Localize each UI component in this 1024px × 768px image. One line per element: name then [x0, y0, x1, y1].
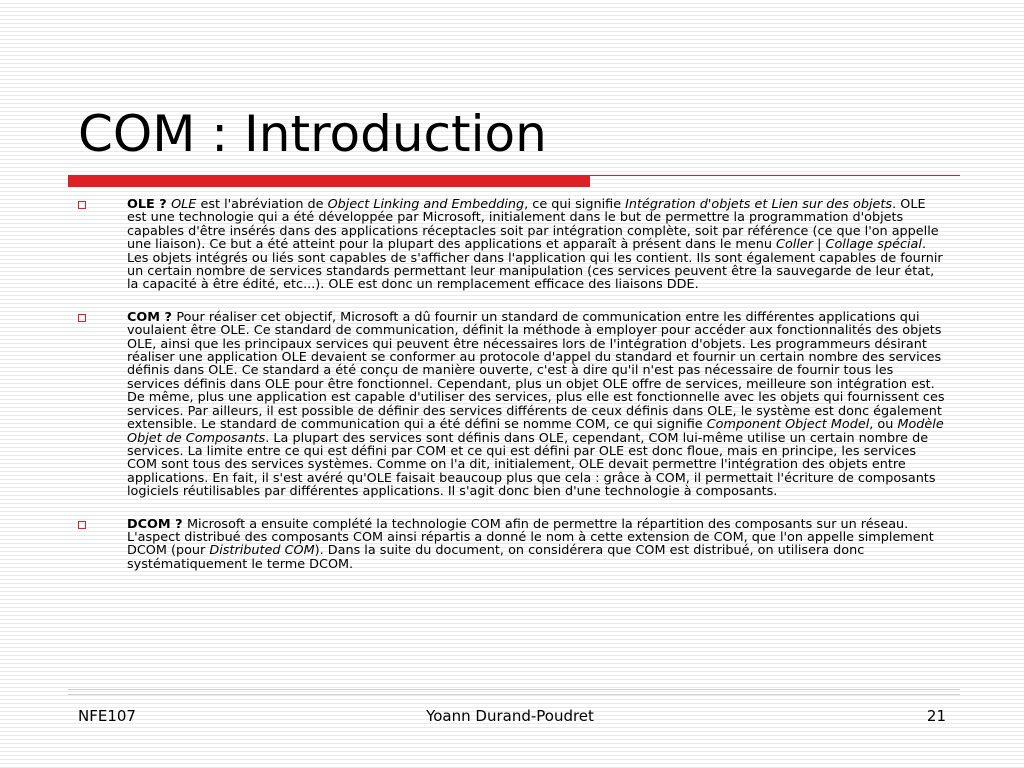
bullet-text: |: [813, 237, 826, 253]
title-underline-bar: [68, 175, 590, 187]
title-underline-line: [590, 175, 960, 176]
bullet-text: , ce qui signifie: [524, 197, 626, 212]
bullet-heading: OLE ?: [127, 197, 172, 212]
square-bullet-icon: [78, 314, 86, 322]
slide-body: [78, 198, 948, 590]
footer-course-code: NFE107: [78, 707, 136, 725]
bullet-text: Intégration d'objets et Lien sur des objets: [625, 197, 893, 212]
footer-page-number: 21: [926, 707, 946, 725]
bullet-text: est l'abréviation de: [196, 197, 328, 212]
bullet-text: Distributed COM: [209, 543, 315, 559]
footer-divider: [68, 689, 960, 690]
bullet-text: Microsoft a ensuite complété la technologie COM afin de permettre la répartition des composants sur un réseau. L'aspect distribué des composants COM ainsi répartis a donné le nom à cette extension de COM, que l'on appelle simplement DCOM (pour: [127, 516, 934, 559]
footer-divider: [68, 694, 960, 695]
bullet-text: Coller: [776, 237, 814, 253]
square-bullet-icon: [78, 201, 86, 209]
bullet-paragraph: [78, 518, 948, 572]
bullet-text: . OLE est une technologie qui a été développée par Microsoft, initialement dans le but de permettre la programmation d'objets capables d'être insérés dans des applications réceptacles soit par intégration complète, soit par référence (ce que l'on appelle une liaison). Ce but a été atteint pour la plupart des applications et apparaît à présent dans le menu: [127, 197, 939, 253]
bullet-text: Collage spécial: [825, 237, 922, 253]
slide-title: COM : Introduction: [78, 105, 547, 163]
bullet-text: Component Object Model: [706, 417, 870, 433]
bullet-text: ). Dans la suite du document, on considérera que COM est distribué, on utilisera donc systématiquement le terme DCOM.: [127, 543, 865, 572]
bullet-text: Modèle Objet de Composants: [127, 417, 944, 446]
bullet-text: OLE: [171, 197, 197, 212]
bullet-paragraph: [78, 311, 948, 499]
bullet-heading: DCOM ?: [127, 516, 187, 532]
bullet-text: , ou: [869, 417, 898, 433]
bullet-text: . La plupart des services sont définis dans OLE, cependant, COM lui-même utilise un certain nombre de services. La limite entre ce qui est défini par COM et ce qui est défini par OLE est donc floue, mais en principe, les services COM sont tous des services systèmes. Comme on l'a dit, initialement, OLE devait permettre l'intégration des objets entre applications. En fait, il s'est avéré qu'OLE faisait beaucoup plus que cela : grâce à COM, il permettait l'écriture de composants logiciels réutilisables par différentes applications. Il s'agit donc bien d'une technologie à composants.: [127, 430, 936, 500]
footer-author: Yoann Durand-Poudret: [426, 707, 594, 725]
square-bullet-icon: [78, 521, 86, 529]
bullet-text: . Les objets intégrés ou liés sont capables de s'afficher dans l'application qui les contient. Ils sont également capables de fournir un certain nombre de services standards permettant leur manipulation (ces services peuvent être la sauvegarde de leur état, la capacité à être édité, etc...). OLE est donc un remplacement efficace des liaisons DDE.: [127, 237, 943, 293]
bullet-paragraph: [78, 198, 948, 292]
bullet-text: Object Linking and Embedding: [327, 197, 525, 212]
bullet-heading: COM ?: [127, 309, 177, 325]
bullet-text: Pour réaliser cet objectif, Microsoft a dû fournir un standard de communication entre les différentes applications qui voulaient être OLE. Ce standard de communication, définit la méthode à employer pour accéder aux fonctionnalités des objets OLE, ainsi que les principaux services qui peuvent être nécessaires lors de l'intégration d'objets. Les programmeurs désirant réaliser une application OLE devaient se conformer au protocole d'appel du standard et fournir un certain nombre des services définis dans OLE. Ce standard a été conçu de manière ouverte, c'est à dire qu'il n'est pas nécessaire de fournir tous les services définis dans OLE pour être fonctionnel. Cependant, plus un objet OLE offre de services, meilleure son intégration est. De même, plus une application est capable d'utiliser des services, plus elle est fonctionnelle avec les objets qui fournissent ces services. Par ailleurs, il est possible de définir des services différents de ceux définis dans OLE, le système est donc également extensible. Le standard de communication qui a été défini se nomme COM, ce qui signifie: [127, 309, 945, 433]
